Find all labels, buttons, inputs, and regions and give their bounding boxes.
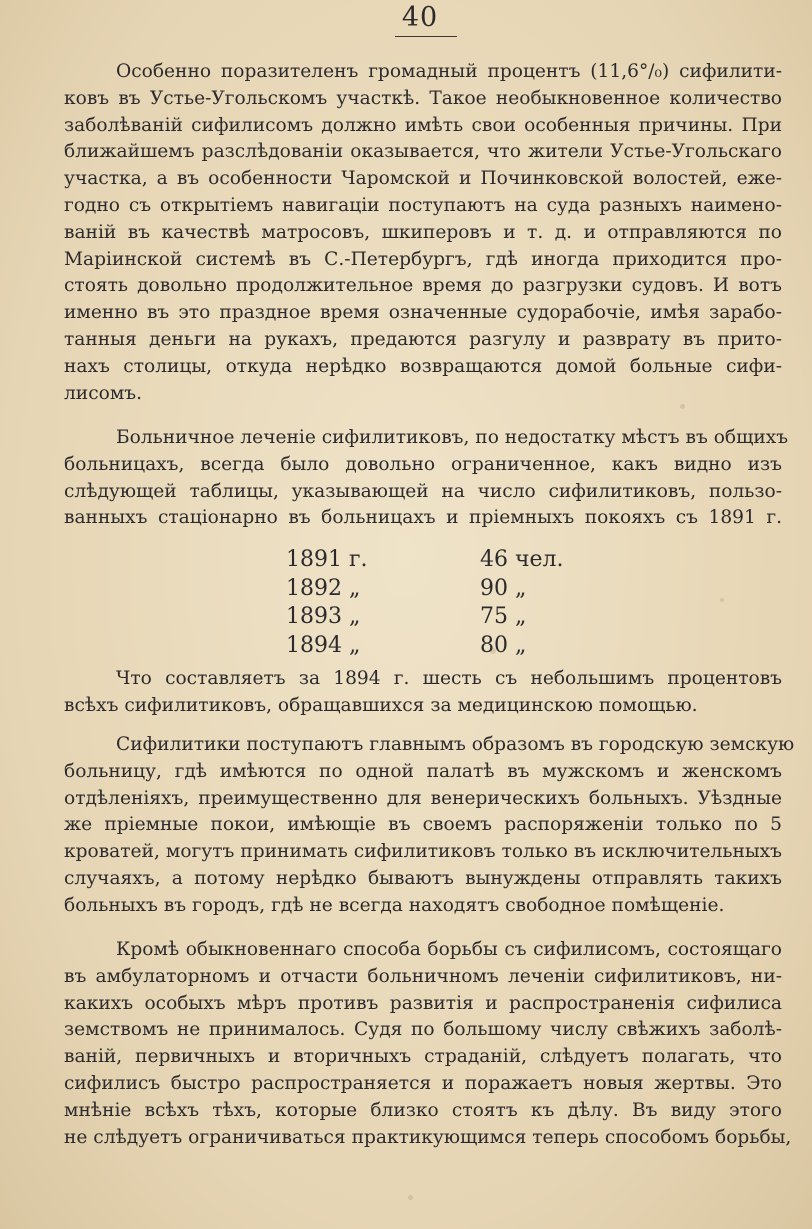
- text-line: танныя деньги на рукахъ, предаются разгулу и разврату въ прито-: [64, 328, 782, 350]
- paper-stain: [490, 648, 496, 654]
- paper-stain: [680, 404, 685, 409]
- table-row: [286, 575, 606, 604]
- text-line: Кромѣ обыкновеннаго способа борьбы съ сифилисомъ, состоящаго: [116, 939, 782, 960]
- table-year: 1893 „: [286, 604, 361, 629]
- text-line: сифилисъ быстро распространяется и поражаетъ новыя жертвы. Это: [64, 1072, 782, 1094]
- text-line: именно въ это праздное время означенные судорабочіе, имѣя зарабо-: [64, 302, 782, 324]
- paper-stain: [720, 598, 724, 602]
- table-row: [286, 546, 606, 575]
- paragraph-2: [64, 425, 789, 532]
- text-line: же пріемные покои, имѣющіе въ своемъ распоряженіи только по 5: [64, 814, 782, 836]
- patients-by-year-table: [286, 546, 606, 660]
- text-line: стоять довольно продолжительное время до разгрузки судовъ. И вотъ: [64, 275, 782, 297]
- table-row: [286, 603, 606, 632]
- text-line: слѣдующей таблицы, указывающей на число сифилитиковъ, пользо-: [64, 480, 782, 502]
- table-year: 1894 „: [286, 632, 361, 658]
- paragraph-3: [64, 666, 782, 720]
- text-line: нахъ столицы, откуда нерѣдко возвращаются домой больные сифи-: [64, 355, 782, 377]
- table-year: 1892 „: [286, 575, 361, 601]
- table-year: 1891 г.: [286, 547, 368, 572]
- text-line: ваній, первичныхъ и вторичныхъ страданій, слѣдуетъ полагать, что: [64, 1046, 782, 1068]
- text-line: больницахъ, всегда было довольно ограниченное, какъ видно изъ: [64, 453, 782, 475]
- page-number: 40: [401, 2, 439, 33]
- text-line: случаяхъ, а потому нерѣдко бываютъ вынуждены отправлять такихъ: [64, 867, 782, 889]
- text-line: отдѣленіяхъ, преимущественно для венерическихъ больныхъ. Уѣздные: [64, 787, 782, 809]
- text-line: Маріинской системѣ въ С.-Петербургъ, гдѣ иногда приходится про-: [64, 248, 782, 270]
- text-line: лисомъ.: [64, 382, 143, 404]
- text-line: годно съ открытіемъ навигаціи поступаютъ на суда разныхъ наимено-: [64, 194, 782, 216]
- text-line: заболѣваній сифилисомъ должно имѣть свои особенныя причины. При: [64, 114, 782, 136]
- paragraph-1: [64, 59, 782, 407]
- text-line: Сифилитики поступаютъ главнымъ образомъ въ городскую земскую: [116, 734, 795, 755]
- text-line: не слѣдуетъ ограничиваться практикующимся теперь способомъ борьбы,: [64, 1126, 792, 1148]
- text-line: больныхъ въ городъ, гдѣ не всегда находятъ свободное помѣщеніе.: [64, 894, 725, 916]
- table-count: 80 „: [480, 632, 527, 658]
- text-line: ваній въ качествѣ матросовъ, шкиперовъ и т. д. и отправляются по: [64, 221, 782, 243]
- text-line: Что составляетъ за 1894 г. шесть съ небольшимъ процентовъ: [116, 668, 782, 689]
- paragraph-4: [64, 732, 795, 920]
- text-line: въ амбулаторномъ и отчасти больничномъ леченіи сифилитиковъ, ни-: [64, 965, 782, 987]
- paper-stain: [408, 1195, 413, 1200]
- text-line: мнѣніе всѣхъ тѣхъ, которые близко стоятъ къ дѣлу. Въ виду этого: [64, 1099, 782, 1121]
- table-count: 90 „: [480, 575, 527, 601]
- text-line: всѣхъ сифилитиковъ, обращавшихся за медицинскою помощью.: [64, 694, 698, 716]
- text-line: ближайшемъ разслѣдованіи оказывается, что жители Устье-Угольскаго: [64, 141, 782, 163]
- text-line: кроватей, могутъ принимать сифилитиковъ только въ исключительныхъ: [64, 841, 782, 863]
- text-line: какихъ особыхъ мѣръ противъ развитія и распространенія сифилиса: [64, 992, 782, 1014]
- table-count: 46 чел.: [480, 547, 564, 572]
- table-count: 75 „: [480, 604, 527, 629]
- text-line: участка, а въ особенности Чаромской и Починковской волостей, еже-: [64, 168, 782, 190]
- text-line: Больничное леченіе сифилитиковъ, по недостатку мѣстъ въ общихъ: [116, 427, 789, 448]
- text-line: ковъ въ Устье-Угольскомъ участкѣ. Такое необыкновенное количество: [64, 87, 782, 109]
- text-line: земствомъ не принималось. Судя по большому числу свѣжихъ заболѣ-: [64, 1019, 782, 1041]
- table-row: [286, 632, 606, 661]
- text-line: Особенно поразителенъ громадный процентъ (11,6°/₀) сифилити-: [116, 61, 782, 82]
- page-number-rule: [395, 36, 457, 37]
- text-line: больницу, гдѣ имѣются по одной палатѣ въ мужскомъ и женскомъ: [64, 760, 782, 782]
- text-line: ванныхъ стаціонарно въ больницахъ и пріемныхъ покояхъ съ 1891 г.: [64, 507, 782, 529]
- paragraph-5: [64, 937, 792, 1151]
